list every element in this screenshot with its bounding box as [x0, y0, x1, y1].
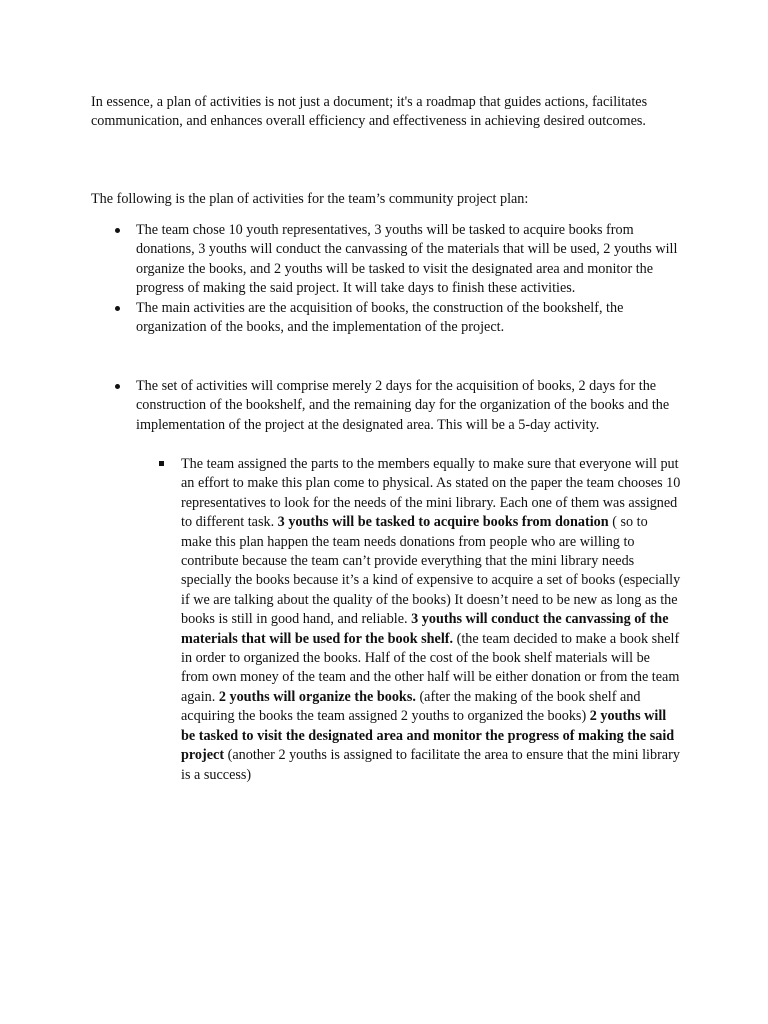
sub-text-1: The team assigned the parts to the members equally to make sure that everyone will put an effort to make this plan come to physical. As stated on the paper the team chooses 10 representatives to look for the needs of the mini library. Each one of them was assigned to different task. [181, 456, 681, 531]
bullet-list-second [91, 377, 691, 435]
sub-bold-4: 2 youths will be tasked to visit the designated area and monitor the progress of making the said project [181, 708, 675, 764]
list-item: The team chose 10 youth representatives, 3 youths will be tasked to acquire books from donations, 3 youths will conduct the canvassing of the materials that will be used, 2 youths will organize the books, and 2 youths will be tasked to visit the designated area and monitor the progress of making the said project. It will take days to finish these activities. [91, 221, 691, 299]
sub-text-2: ( so to make this plan happen the team needs donations from people who are willing to contribute because the team can’t provide everything that the mini library needs specially the books because it’s a kind of expensive to acquire a set of books (especially if we are talking about the quality of the books) It doesn’t need to be new as long as the books is still in good hand, and reliable. [181, 514, 681, 628]
sub-bold-1: 3 youths will be tasked to acquire books from donation [277, 514, 609, 531]
sub-text-4: (after the making of the book shelf and acquiring the books the team assigned 2 youths to organized the books) [181, 688, 641, 725]
intro-paragraph: In essence, a plan of activities is not just a document; it's a roadmap that guides actions, facilitates communication, and enhances overall efficiency and effectiveness in achieving desired outcomes. [91, 94, 648, 130]
list-item: The main activities are the acquisition of books, the construction of the bookshelf, the organization of the books, and the implementation of the project. [91, 299, 691, 338]
sub-text-5: (another 2 youths is assigned to facilitate the area to ensure that the mini library is a success) [181, 747, 680, 783]
sub-text-3: (the team decided to make a book shelf in order to organized the books. Half of the cost of the book shelf materials will be from own money of the team and the other half will be either donation or from the team again. [181, 630, 680, 705]
sub-list-item [136, 455, 681, 785]
sub-bold-2: 3 youths will conduct the canvassing of the materials that will be used for the book shelf. [181, 611, 669, 647]
list-item: The set of activities will comprise merely 2 days for the acquisition of books, 2 days for the construction of the bookshelf, and the remaining day for the organization of the books and the implementation of the project at the designated area. This will be a 5-day activity. [91, 377, 691, 435]
sub-bullet-list [136, 455, 681, 785]
lead-paragraph: The following is the plan of activities for the team’s community project plan: [91, 191, 529, 207]
bullet-list [91, 221, 691, 337]
sub-bold-3: 2 youths will organize the books. [218, 688, 416, 705]
